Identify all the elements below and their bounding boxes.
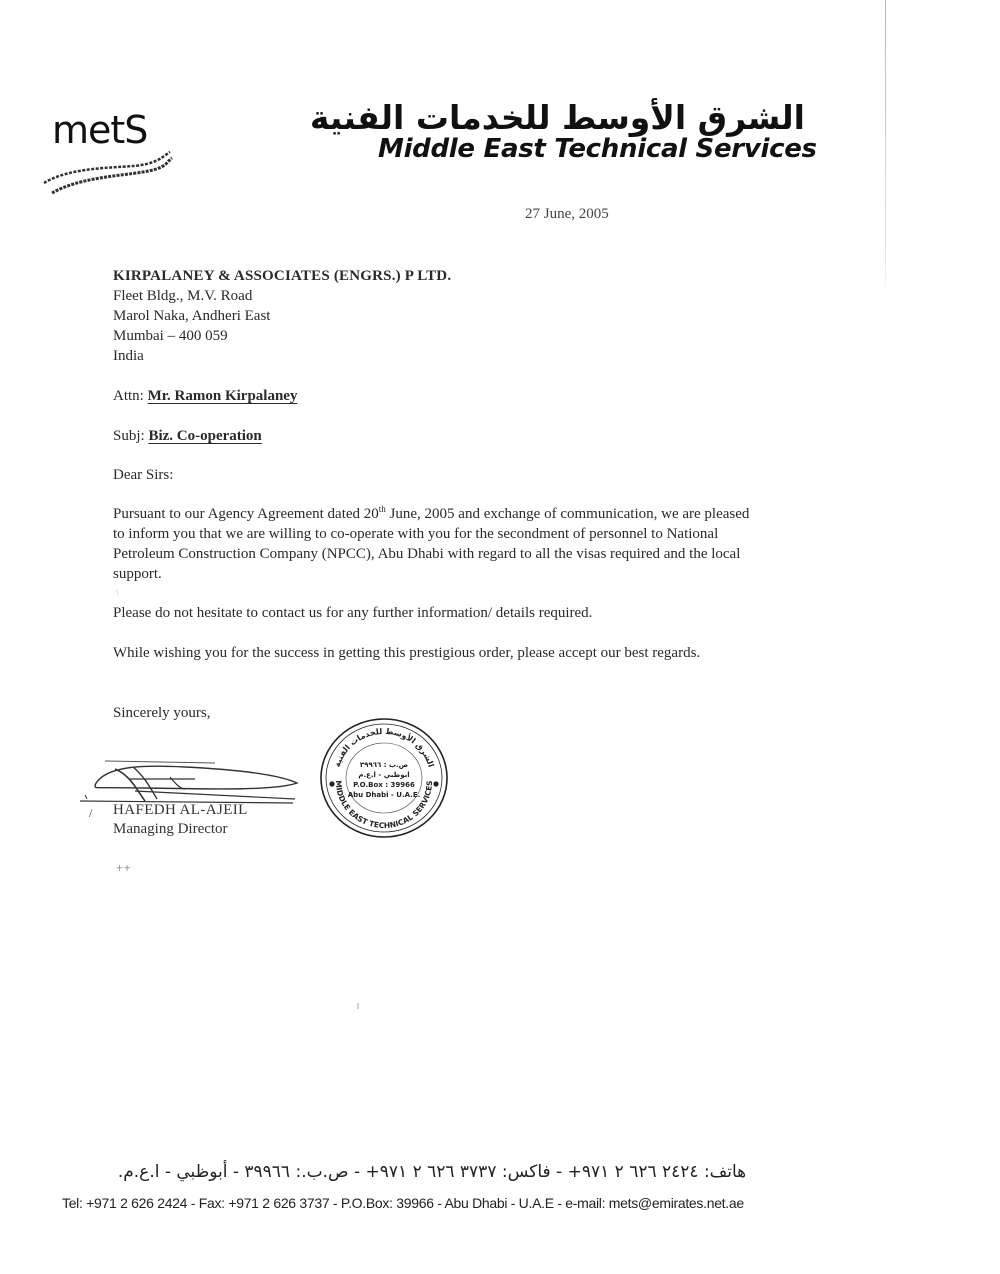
- seal-english-arc: MIDDLE EAST TECHNICAL SERVICES: [333, 780, 435, 831]
- ordinal-suffix: th: [378, 504, 386, 514]
- seal-line: ابوظبي - ا.ع.م: [358, 771, 410, 779]
- letter-date: 27 June, 2005: [525, 206, 609, 222]
- recipient-address-line: Marol Naka, Andheri East: [113, 308, 271, 324]
- handwritten-signature: [75, 755, 305, 805]
- seal-line: P.O.Box : 39966: [353, 781, 415, 789]
- subject-label: Subj:: [113, 428, 145, 444]
- company-name-arabic: الشرق الأوسط للخدمات الفنية: [309, 98, 805, 137]
- logo-text: metS: [52, 108, 148, 152]
- recipient-address-line: India: [113, 348, 144, 364]
- company-name-english: Middle East Technical Services: [378, 134, 817, 164]
- recipient-address-line: Mumbai – 400 059: [113, 328, 228, 344]
- logo-swoosh-icon: [38, 138, 178, 198]
- body-paragraph-3: While wishing you for the success in getting this prestigious order, please accept our best regards.: [113, 645, 701, 661]
- seal-line: Abu Dhabi - U.A.E.: [347, 791, 421, 799]
- body-text: Pursuant to our Agency Agreement dated 20: [113, 506, 379, 522]
- enclosure-mark: ++: [116, 860, 131, 875]
- recipient-address-line: Fleet Bldg., M.V. Road: [113, 288, 253, 304]
- page-edge-line: [885, 0, 886, 300]
- recipient-company: KIRPALANEY & ASSOCIATES (ENGRS.) P LTD.: [113, 268, 452, 284]
- signatory-title: Managing Director: [113, 821, 228, 837]
- attention-line: [113, 386, 297, 406]
- attention-value: Mr. Ramon Kirpalaney: [147, 388, 298, 404]
- closing: Sincerely yours,: [113, 705, 211, 721]
- body-paragraph-2: Please do not hesitate to contact us for any further information/ details required.: [113, 605, 593, 621]
- footer-contact-english: Tel: +971 2 626 2424 - Fax: +971 2 626 3737 - P.O.Box: 39966 - Abu Dhabi - U.A.E - e-mail: mets@emirates.net.ae: [62, 1195, 744, 1211]
- signatory-name: HAFEDH AL-AJEIL: [113, 802, 248, 818]
- tick-mark: /: [89, 806, 93, 820]
- seal-line: ص.ب : ٣٩٩٦٦: [359, 761, 409, 769]
- salutation: Dear Sirs:: [113, 467, 174, 483]
- subject-value: Biz. Co-operation: [148, 428, 262, 444]
- body-paragraph-1: [113, 504, 753, 584]
- seal-center-text: [346, 760, 422, 800]
- footer-contact-arabic: هاتف: ٢٤٢٤ ٦٢٦ ٢ ٩٧١+ - فاكس: ٣٧٣٧ ٦٢٦ ٢ ٩٧١+ - ص.ب.: ٣٩٩٦٦ - أبوظبي - ا.ع.م.: [117, 1162, 747, 1182]
- company-seal: [318, 716, 450, 840]
- scan-speck: \: [116, 588, 119, 598]
- seal-arabic-arc: الشرق الأوسط للخدمات الفنية: [332, 726, 436, 769]
- body-text: June, 2005 and exchange of communication, we are pleased to inform you that we are willing to co-operate with you for the secondment of personnel to National Petroleum Construction Company (NPCC), Abu Dhabi with regard to all the visas required and the local support.: [113, 506, 750, 582]
- subject-line: [113, 426, 262, 446]
- attention-label: Attn:: [113, 388, 144, 404]
- scan-speck: [357, 1003, 359, 1009]
- company-logo: [38, 98, 178, 198]
